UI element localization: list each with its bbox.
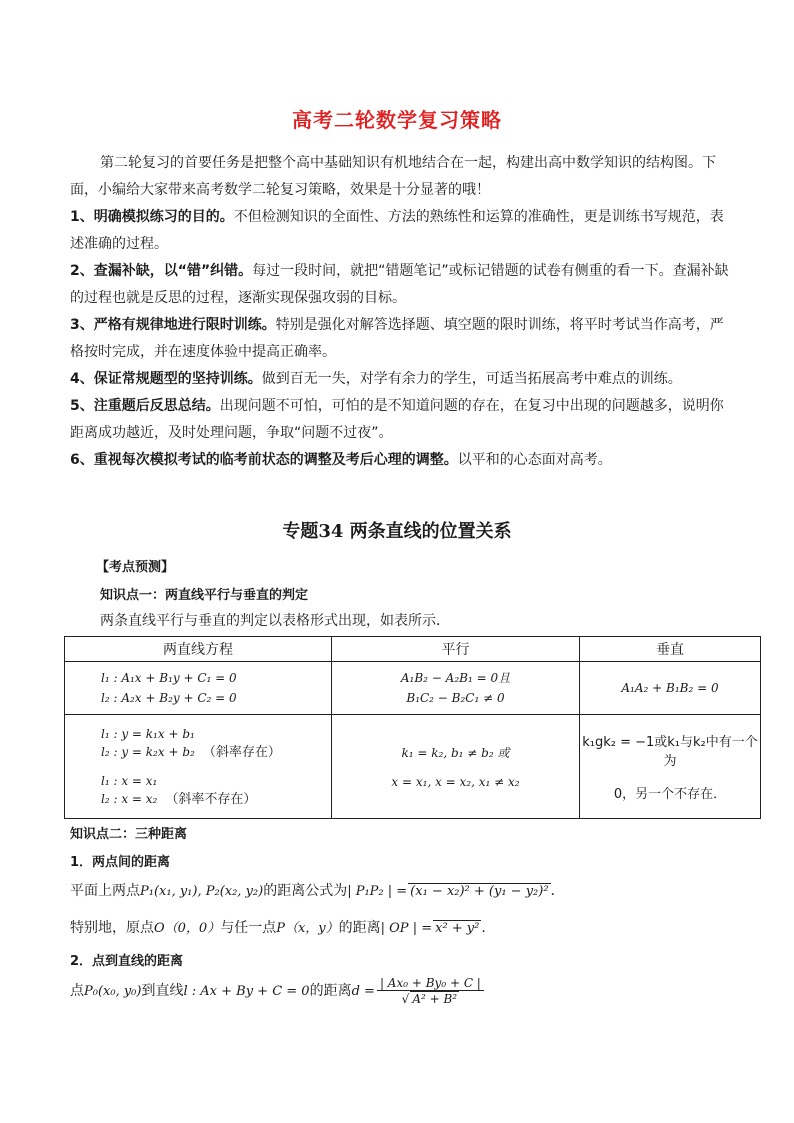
origin-distance-line	[70, 917, 486, 937]
tip-2-head: 2、查漏补缺，以“错”纠错。	[70, 263, 253, 279]
subheading-point-line: 2．点到直线的距离	[70, 954, 184, 969]
eq-l2-vertical-text: l₂ : x = x₂	[101, 791, 158, 806]
tip-6	[70, 447, 730, 474]
origin-mid: 与任一点	[220, 920, 277, 936]
tip-5-body: 出现问题不可怕，可怕的是不知道问题的存在，在复习中出现的问题越多，说明你距离成功越近，及时处理问题，争取“问题不过夜”。	[70, 398, 724, 441]
page-title: 高考二轮数学复习策略	[292, 108, 502, 132]
kaodian-label: 【考点预测】	[96, 560, 175, 575]
relation-table	[64, 636, 761, 819]
two-point-abs: | P₁P₂ | =	[347, 884, 408, 899]
point-line-fraction	[377, 976, 484, 1006]
cell-general-equations	[65, 662, 332, 715]
tip-6-head: 6、重视每次模拟考试的临考前状态的调整及考后心理的调整。	[70, 452, 458, 468]
point-line-line: l : Ax + By + C = 0	[183, 984, 310, 999]
cell-slope-parallel	[332, 715, 580, 819]
two-point-pre: 平面上两点	[70, 883, 140, 899]
note-slope-exists: （斜率存在）	[202, 744, 281, 760]
origin-end: .	[481, 920, 486, 936]
section-title: 专题34 两条直线的位置关系	[282, 521, 512, 542]
tip-3-body: 特别是强化对解答选择题、填空题的限时训练，将平时考试当作高考，严格按时完成，并在速度体验中提高正确率。	[70, 317, 724, 360]
note-slope-absent: （斜率不存在）	[165, 791, 257, 807]
two-point-radical: (x₁ − x₂)² + (y₁ − y₂)²	[410, 884, 549, 899]
cell-general-parallel	[332, 662, 580, 715]
table-row-slope-form	[65, 715, 761, 819]
tip-3-head: 3、严格有规律地进行限时训练。	[70, 317, 276, 333]
slope-absent-group	[101, 772, 331, 809]
parallel-slope-cond-1: k₁ = k₂, b₁ ≠ b₂ 或	[401, 746, 510, 760]
origin-any-point: P（x，y）	[276, 921, 339, 936]
parallel-slope-cond-2: x = x₁, x = x₂, x₁ ≠ x₂	[391, 775, 520, 789]
tip-1-body: 不但检测知识的全面性、方法的熟练性和运算的准确性，更是训练书写规范，表述准确的过程。	[70, 209, 724, 252]
denominator-radical: A² + B²	[412, 992, 458, 1006]
tip-1	[70, 204, 730, 258]
parallel-cond-2: B₁C₂ − B₂C₁ ≠ 0	[406, 691, 505, 705]
fraction-numerator: | Ax₀ + By₀ + C |	[377, 976, 484, 991]
two-point-mid: 的距离公式为	[263, 883, 348, 899]
tip-3	[70, 312, 730, 366]
perp-slope-cond-2: 0，另一个不存在．	[613, 787, 727, 802]
two-point-formula-line	[70, 880, 565, 900]
header-perpendicular: 垂直	[580, 637, 761, 662]
origin-pre: 特别地，原点	[70, 920, 154, 936]
cell-slope-equations	[65, 715, 332, 819]
tip-4-head: 4、保证常规题型的坚持训练。	[70, 371, 262, 387]
eq-l2-slope-text: l₂ : y = k₂x + b₂	[101, 744, 195, 759]
table-row-general-form	[65, 662, 761, 715]
point-line-mid2: 的距离	[309, 983, 352, 999]
knowledge-point-1-heading: 知识点一：两直线平行与垂直的判定	[100, 588, 309, 603]
origin-point: O（0，0）	[154, 921, 221, 936]
point-line-formula-line	[70, 976, 484, 1006]
eq-l1-slope: l₁ : y = k₁x + b₁	[101, 726, 195, 741]
point-line-point: P₀(x₀, y₀)	[84, 984, 142, 999]
tip-5-head: 5、注重题后反思总结。	[70, 398, 220, 414]
intro-paragraph: 第二轮复习的首要任务是把整个高中基础知识有机地结合在一起，构建出高中数学知识的结构图。下面，小编给大家带来高考数学二轮复习策略，效果是十分显著的哦！	[70, 155, 716, 198]
eq-l2-vertical	[101, 790, 331, 809]
two-point-end: ．	[550, 883, 565, 899]
origin-radical: x² + y²	[435, 921, 480, 936]
tip-4-body: 做到百无一失，对学有余力的学生，可适当拓展高考中难点的训练。	[261, 371, 682, 387]
origin-mid2: 的距离	[338, 920, 381, 936]
tip-4	[70, 366, 730, 393]
eq-l1-vertical: l₁ : x = x₁	[101, 773, 158, 788]
tip-6-body: 以平和的心态面对高考。	[457, 452, 612, 468]
tip-2	[70, 258, 730, 312]
perp-slope-cond-1: k₁gk₂ = −1或k₁与k₂中有一个为	[582, 735, 758, 769]
eq-l2-general: l₂ : A₂x + B₂y + C₂ = 0	[101, 691, 237, 705]
knowledge-point-2-heading: 知识点二：三种距离	[70, 827, 188, 842]
two-point-points: P₁(x₁, y₁), P₂(x₂, y₂)	[140, 884, 264, 899]
header-equations: 两直线方程	[65, 637, 332, 662]
tip-5	[70, 393, 730, 447]
knowledge-point-1-text: 两条直线平行与垂直的判定以表格形式出现，如表所示．	[100, 613, 450, 629]
subheading-two-points: 1．两点间的距离	[70, 855, 171, 870]
point-line-mid: 到直线	[141, 983, 184, 999]
cell-general-perpendicular: A₁A₂ + B₁B₂ = 0	[580, 662, 761, 715]
origin-abs: | OP | =	[380, 921, 433, 936]
point-line-d: d =	[351, 984, 375, 999]
tip-2-body: 每过一段时间，就把“错题笔记”或标记错题的试卷有侧重的看一下。查漏补缺的过程也就是反思的过程，逐渐实现保强攻弱的目标。	[70, 263, 729, 306]
cell-slope-perpendicular	[580, 715, 761, 819]
parallel-cond-1: A₁B₂ − A₂B₁ = 0且	[400, 671, 511, 685]
header-parallel: 平行	[332, 637, 580, 662]
point-line-pre: 点	[70, 983, 84, 999]
eq-l2-slope	[101, 743, 331, 762]
table-header-row	[65, 637, 761, 662]
fraction-denominator: √ A² + B²	[401, 992, 458, 1006]
tip-1-head: 1、明确模拟练习的目的。	[70, 209, 234, 225]
slope-exists-group	[101, 725, 331, 762]
eq-l1-general: l₁ : A₁x + B₁y + C₁ = 0	[101, 671, 237, 685]
